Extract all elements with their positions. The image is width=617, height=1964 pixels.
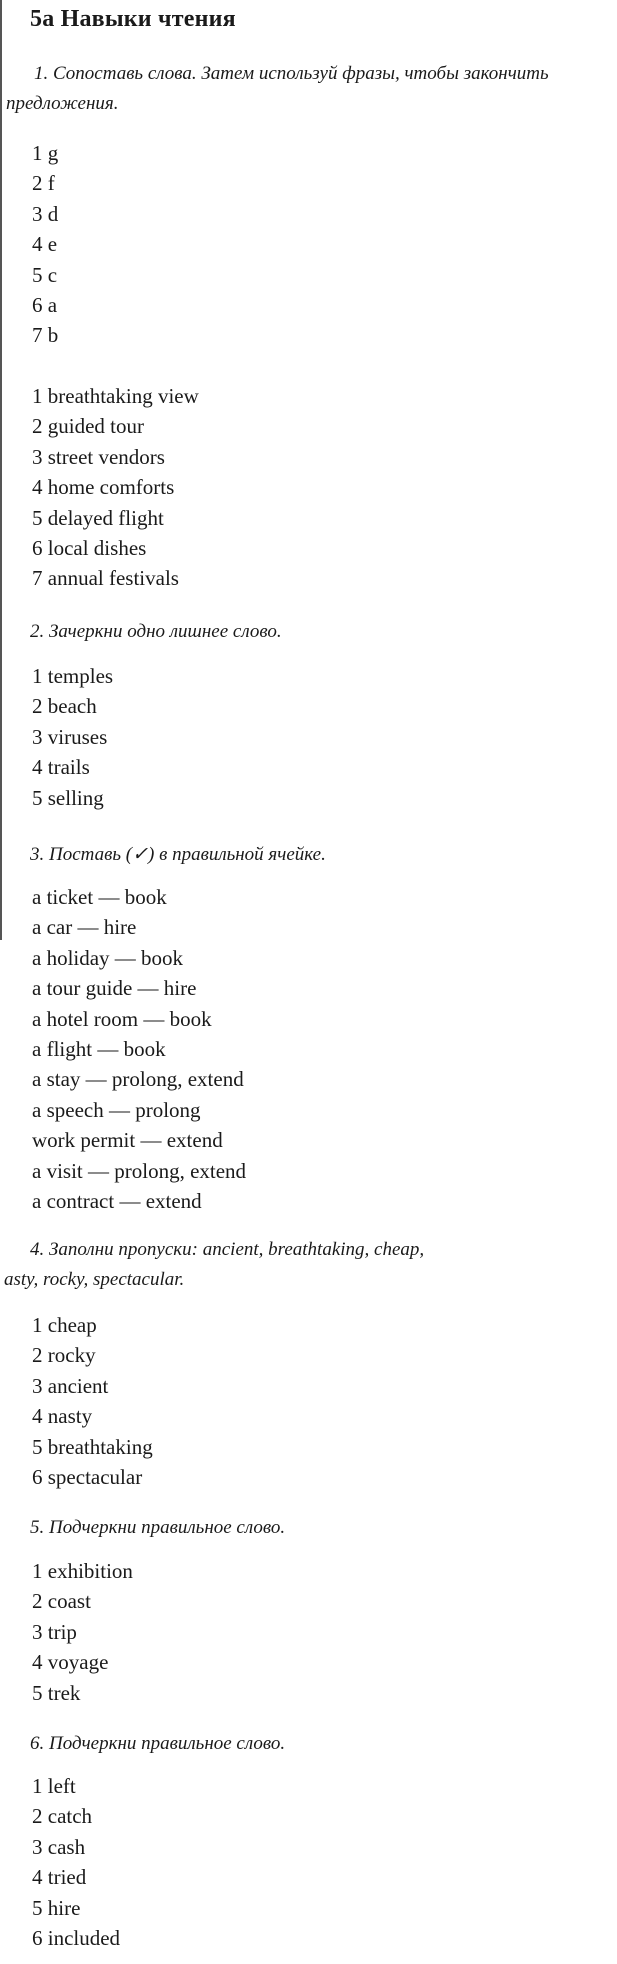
- gap-fill-answer: 4 nasty: [32, 1404, 93, 1429]
- section-3-list: [32, 882, 246, 1216]
- phrase-answer: 7 annual festivals: [32, 566, 179, 591]
- gap-fill-answer: 1 cheap: [32, 1313, 97, 1337]
- collocation-answer: a ticket — book: [32, 885, 167, 909]
- correct-word-answer: 3 trip: [32, 1619, 77, 1644]
- scan-edge-line: [0, 0, 2, 940]
- correct-word-answer: 2 coast: [32, 1589, 91, 1614]
- correct-word-answer: 3 cash: [32, 1834, 86, 1859]
- collocation-answer: a flight — book: [32, 1037, 166, 1062]
- phrase-answer: 3 street vendors: [32, 444, 165, 469]
- collocation-answer: work permit — extend: [32, 1128, 223, 1153]
- correct-word-answer: 5 hire: [32, 1895, 81, 1920]
- collocation-answer: a tour guide — hire: [32, 976, 197, 1001]
- correct-word-answer: 4 tried: [32, 1865, 87, 1890]
- section-2-instruction: 2. Зачеркни одно лишнее слово.: [30, 621, 282, 642]
- gap-fill-answer: 6 spectacular: [32, 1465, 143, 1490]
- section-4-list: [32, 1310, 153, 1492]
- odd-word-answer: 5 selling: [32, 785, 104, 810]
- collocation-answer: a stay — prolong, extend: [32, 1067, 244, 1092]
- correct-word-answer: 4 voyage: [32, 1650, 109, 1675]
- matching-answer: 3 d: [32, 201, 59, 226]
- section-3-instruction: 3. Поставь (✓) в правильной ячейке.: [30, 844, 326, 865]
- gap-fill-answer: 3 ancient: [32, 1373, 109, 1398]
- odd-word-answer: 2 beach: [32, 694, 97, 719]
- phrase-answer: 5 delayed flight: [32, 505, 164, 530]
- collocation-answer: a hotel room — book: [32, 1006, 212, 1031]
- phrase-answer: 6 local dishes: [32, 536, 147, 561]
- gap-fill-answer: 5 breathtaking: [32, 1434, 153, 1459]
- correct-word-answer: 1 exhibition: [32, 1559, 133, 1583]
- section-5-instruction: 5. Подчеркни правильное слово.: [30, 1517, 286, 1538]
- matching-answer: 6 a: [32, 293, 58, 318]
- section-6-instruction: 6. Подчеркни правильное слово.: [30, 1733, 286, 1754]
- matching-answer: 1 g: [32, 141, 59, 165]
- correct-word-answer: 2 catch: [32, 1804, 93, 1829]
- page-title: 5a Навыки чтения: [30, 6, 236, 32]
- collocation-answer: a contract — extend: [32, 1189, 202, 1214]
- odd-word-answer: 4 trails: [32, 755, 90, 780]
- phrase-answer: 2 guided tour: [32, 414, 144, 439]
- section-5-list: [32, 1556, 133, 1708]
- collocation-answer: a speech — prolong: [32, 1097, 201, 1122]
- matching-answer: 2 f: [32, 171, 55, 196]
- odd-word-answer: 1 temples: [32, 664, 114, 688]
- correct-word-answer: 1 left: [32, 1774, 76, 1798]
- section-1-phrases-list: [32, 381, 199, 594]
- section-4-instruction-line-2: asty, rocky, spectacular.: [4, 1269, 185, 1290]
- section-6-list: [32, 1771, 120, 1953]
- collocation-answer: a holiday — book: [32, 945, 184, 970]
- odd-word-answer: 3 viruses: [32, 724, 108, 749]
- matching-answer: 7 b: [32, 323, 59, 348]
- section-4-instruction-line-1: 4. Заполни пропуски: ancient, breathtaking, cheap,: [30, 1239, 425, 1260]
- collocation-answer: a visit — prolong, extend: [32, 1158, 247, 1183]
- phrase-answer: 4 home comforts: [32, 475, 175, 500]
- section-1-instruction: 1. Сопоставь слова. Затем используй фразы, чтобы закончить предложения.: [6, 63, 549, 114]
- correct-word-answer: 5 trek: [32, 1680, 81, 1705]
- section-1-matching-list: [32, 138, 58, 351]
- collocation-answer: a car — hire: [32, 915, 137, 940]
- gap-fill-answer: 2 rocky: [32, 1343, 96, 1368]
- matching-answer: 4 e: [32, 232, 58, 257]
- matching-answer: 5 c: [32, 262, 58, 287]
- section-2-list: [32, 661, 113, 813]
- phrase-answer: 1 breathtaking view: [32, 384, 199, 408]
- correct-word-answer: 6 included: [32, 1926, 121, 1951]
